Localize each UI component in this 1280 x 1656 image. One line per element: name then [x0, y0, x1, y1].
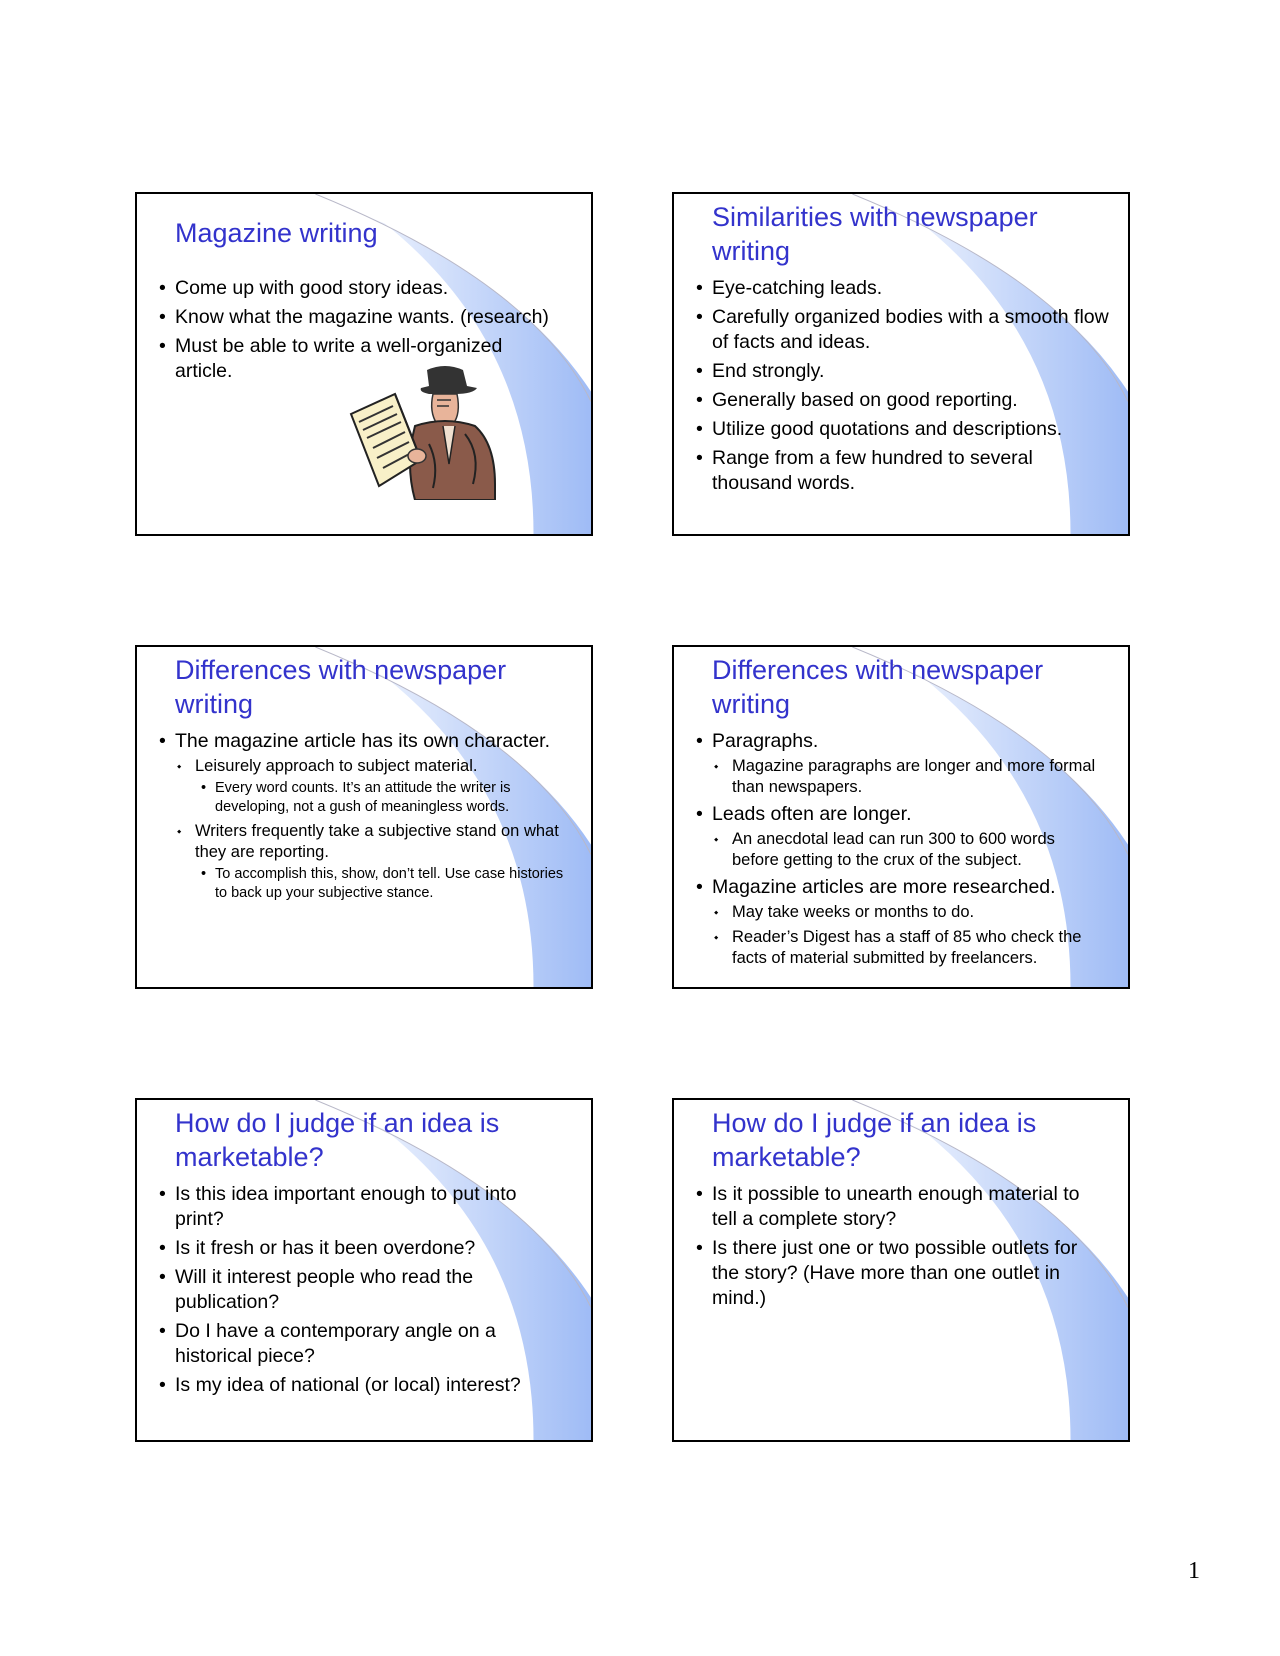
slide-title: How do I judge if an idea is marketable?	[175, 1108, 500, 1172]
slide-5	[135, 1098, 593, 1442]
slide-2	[672, 192, 1130, 536]
slide-title: How do I judge if an idea is marketable?	[712, 1108, 1037, 1172]
bullet-item: • Utilize good quotations and descriptions.	[694, 417, 1110, 442]
bullet-text: The magazine article has its own character.	[175, 730, 551, 752]
sub-sub-bullet-item: • To accomplish this, show, don’t tell. Use case histories to back up your subjective stance.	[195, 865, 573, 903]
bullet-item: • Range from a few hundred to several thousand words.	[694, 446, 1110, 496]
bullet-item: • Know what the magazine wants. (research)	[157, 305, 571, 330]
bullet-text: Magazine articles are more researched.	[712, 876, 1056, 898]
bullet-item: • Generally based on good reporting.	[694, 388, 1110, 413]
bullet-item: • Is it possible to unearth enough material to tell a complete story?	[694, 1182, 1108, 1232]
bullet-item: • Will it interest people who read the publication?	[157, 1265, 551, 1315]
bullet-list	[694, 276, 1110, 500]
slide-title: Differences with newspaper writing	[175, 655, 507, 719]
bullet-list	[694, 1182, 1108, 1315]
bullet-item	[157, 729, 573, 903]
bullet-text: Leads often are longer.	[712, 803, 912, 825]
slide-title: Magazine writing	[175, 218, 378, 248]
bullet-item: • Is this idea important enough to put into print?	[157, 1182, 551, 1232]
slide-6	[672, 1098, 1130, 1442]
bullet-item: • End strongly.	[694, 359, 1110, 384]
bullet-item: • Come up with good story ideas.	[157, 276, 571, 301]
sub-sub-bullet-item: • Every word counts. It’s an attitude the writer is developing, not a gush of meaningless words.	[195, 779, 573, 817]
sub-bullet-item	[175, 821, 573, 903]
bullet-list	[157, 1182, 551, 1402]
slide-3	[135, 645, 593, 989]
sub-bullet-item: ⬩ An anecdotal lead can run 300 to 600 words before getting to the crux of the subject.	[712, 829, 1098, 871]
bullet-item: • Is there just one or two possible outlets for the story? (Have more than one outlet in mind.)	[694, 1236, 1108, 1311]
slide-title: Differences with newspaper writing	[712, 655, 1044, 719]
slide-4	[672, 645, 1130, 989]
sub-bullet-item	[175, 756, 573, 817]
sub-sub-bullet-list	[195, 779, 573, 817]
bullet-item	[694, 802, 1098, 871]
sub-bullet-list	[175, 756, 573, 903]
sub-bullet-list	[712, 829, 1098, 871]
bullet-list	[694, 729, 1098, 973]
newspaper-reader-clipart	[345, 364, 503, 500]
bullet-item	[694, 875, 1098, 969]
bullet-item: • Is it fresh or has it been overdone?	[157, 1236, 551, 1261]
sub-bullet-list	[712, 756, 1098, 798]
sub-bullet-item: ⬩ Reader’s Digest has a staff of 85 who check the facts of material submitted by freelancers.	[712, 927, 1098, 969]
slide-1	[135, 192, 593, 536]
sub-bullet-text: Leisurely approach to subject material.	[195, 757, 478, 775]
page-number: 1	[1188, 1558, 1200, 1584]
bullet-list	[157, 729, 573, 907]
bullet-item	[694, 729, 1098, 798]
sub-bullet-item: ⬩ Magazine paragraphs are longer and more formal than newspapers.	[712, 756, 1098, 798]
sub-sub-bullet-list	[195, 865, 573, 903]
bullet-item: • Carefully organized bodies with a smooth flow of facts and ideas.	[694, 305, 1110, 355]
sub-bullet-item: ⬩ May take weeks or months to do.	[712, 902, 1098, 923]
bullet-item: • Must be able to write a well-organized article.	[157, 334, 571, 384]
sub-bullet-text: Writers frequently take a subjective stand on what they are reporting.	[195, 822, 559, 861]
sub-bullet-list	[712, 902, 1098, 969]
slide-title: Similarities with newspaper writing	[712, 202, 1038, 266]
bullet-text: Paragraphs.	[712, 730, 819, 752]
bullet-item: • Do I have a contemporary angle on a historical piece?	[157, 1319, 551, 1369]
bullet-item: • Eye-catching leads.	[694, 276, 1110, 301]
bullet-item: • Is my idea of national (or local) interest?	[157, 1373, 551, 1398]
